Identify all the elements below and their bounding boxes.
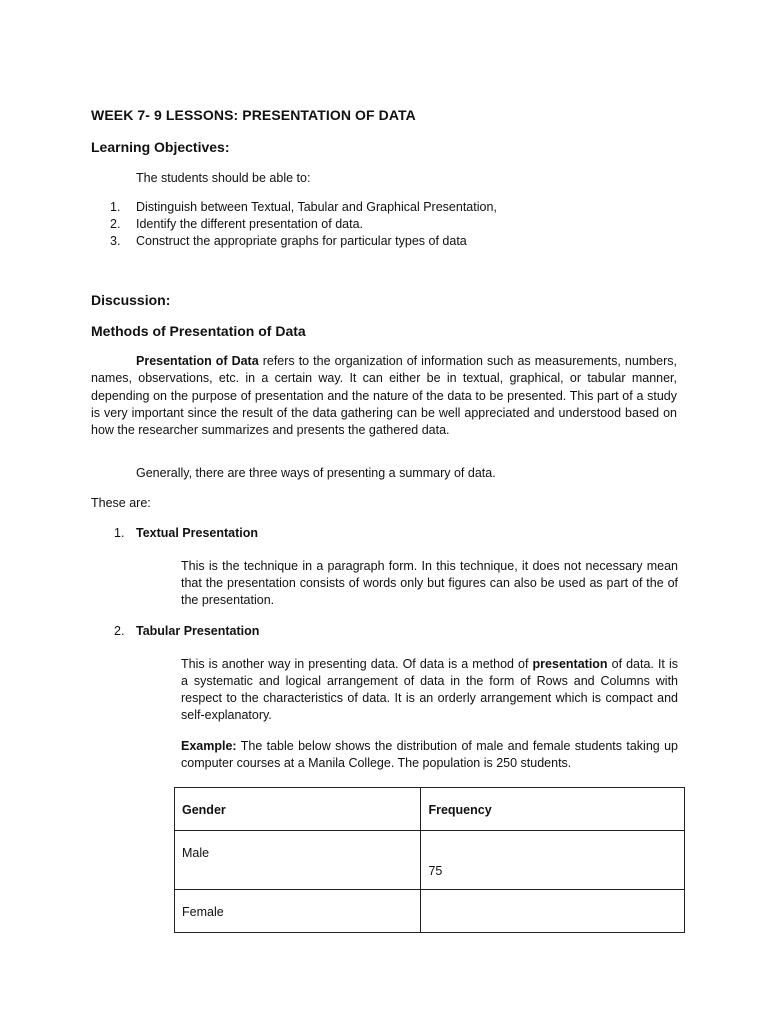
objectives-list	[110, 199, 497, 250]
table-header-cell	[421, 788, 685, 831]
frequency-cell	[428, 890, 677, 905]
method-number: 1.	[114, 526, 125, 540]
gender-cell: Male	[182, 846, 210, 860]
gender-cell: Female	[182, 905, 224, 919]
presentation-of-data-paragraph	[91, 353, 677, 439]
learning-objectives-heading: Learning Objectives:	[91, 139, 230, 155]
table-row	[175, 831, 685, 890]
list-item-text: Construct the appropriate graphs for particular types of data	[136, 234, 467, 248]
objectives-intro: The students should be able to:	[136, 171, 311, 185]
list-item	[110, 199, 497, 216]
list-item-text: Distinguish between Textual, Tabular and Graphical Presentation,	[136, 200, 497, 214]
table-cell	[421, 890, 685, 933]
table-header-gender: Gender	[182, 803, 226, 817]
table-header-frequency: Frequency	[428, 803, 492, 817]
example-label: Example:	[181, 739, 237, 753]
table-cell	[421, 831, 685, 890]
list-item-text: Identify the different presentation of data.	[136, 217, 364, 231]
tabular-presentation-heading: Tabular Presentation	[136, 624, 260, 638]
textual-presentation-body: This is the technique in a paragraph form. In this technique, it does not necessary mean that the presentation consists of words only but figures can also be used as part of the of the presentation.	[181, 559, 678, 607]
methods-heading: Methods of Presentation of Data	[91, 323, 306, 339]
paragraph-text: refers to the organization of information such as measurements, numbers, names, observations, etc. in a certain way. It can either be in textual, graphical, or tabular manner, depending on the purpose of presentation and the nature of the data to be presented. This part of a study is very important since the result of the data gathering can be well appreciated and understood based on how the researcher summarizes and presents the gathered data.	[91, 354, 678, 438]
method-number: 2.	[114, 624, 125, 638]
list-item-number: 1.	[110, 200, 121, 214]
example-text: The table below shows the distribution of male and female students taking up computer courses at a Manila College. The population is 250 students.	[181, 739, 678, 770]
table-header-row	[175, 788, 685, 831]
bold-term: presentation	[532, 657, 608, 671]
textual-presentation-heading: Textual Presentation	[136, 526, 259, 540]
gender-frequency-table	[174, 787, 685, 933]
list-item-number: 2.	[110, 217, 121, 231]
table-cell	[175, 831, 421, 890]
list-item	[110, 233, 497, 250]
table-header-cell	[175, 788, 421, 831]
frequency-cell: 75	[428, 864, 443, 878]
list-item	[110, 216, 497, 233]
table-row	[175, 890, 685, 933]
list-item-number: 3.	[110, 234, 121, 248]
table-cell	[175, 890, 421, 933]
three-ways-paragraph: Generally, there are three ways of presenting a summary of data.	[136, 466, 496, 480]
page-title: WEEK 7- 9 LESSONS: PRESENTATION OF DATA	[91, 107, 416, 123]
tabular-presentation-body	[181, 656, 678, 724]
body-text: of data. It is a systematic and logical arrangement of data in the form of Rows and Columns with respect to the characteristics of data. It is an orderly arrangement which is compact and self-explanatory.	[181, 657, 678, 722]
these-are-text: These are:	[91, 496, 151, 510]
discussion-heading: Discussion:	[91, 292, 171, 308]
body-text: This is another way in presenting data. Of data is a method of	[181, 657, 533, 671]
example-paragraph	[181, 738, 678, 772]
bold-term: Presentation of Data	[136, 354, 259, 368]
